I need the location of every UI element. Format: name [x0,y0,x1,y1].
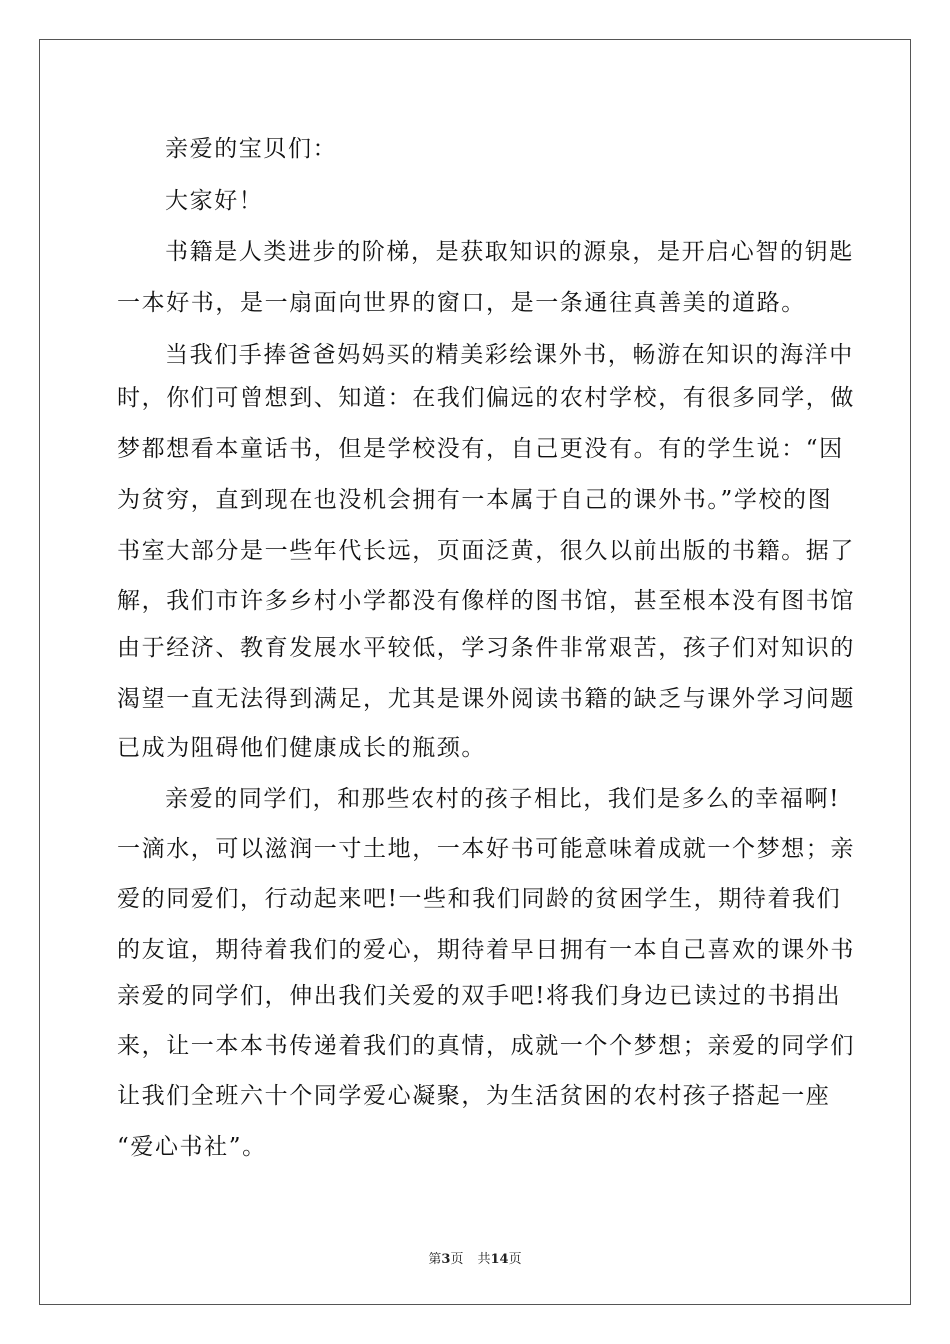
paragraph-line: 书籍是人类进步的阶梯，是获取知识的源泉，是开启心智的钥匙 [165,239,854,265]
paragraph-line: 已成为阻碍他们健康成长的瓶颈。 [117,735,486,761]
paragraph-line: 来，让一本本书传递着我们的真情，成就一个个梦想；亲爱的同学们 [117,1033,855,1059]
page-total-prefix: 共 [477,1252,491,1267]
paragraph-line: 爱的同爱们，行动起来吧!一些和我们同龄的贫困学生，期待着我们 [117,886,842,912]
paragraph-line: 当我们手捧爸爸妈妈买的精美彩绘课外书，畅游在知识的海洋中 [165,342,854,368]
paragraph-line: 亲爱的同学们，伸出我们关爱的双手吧!将我们身边已读过的书捐出 [117,983,842,1009]
page-border [39,39,911,1305]
paragraph-line: 让我们全班六十个同学爱心凝聚，为生活贫困的农村孩子搭起一座 [117,1083,831,1109]
page-number-current: 3 [441,1252,451,1267]
page-number-prefix: 第 [428,1252,442,1267]
page-number-suffix: 页 [450,1252,464,1267]
paragraph-line: 解，我们市许多乡村小学都没有像样的图书馆，甚至根本没有图书馆 [117,588,855,614]
salutation-line: 亲爱的宝贝们： [165,136,338,162]
paragraph-line: 由于经济、教育发展水平较低，学习条件非常艰苦，孩子们对知识的 [117,635,855,661]
paragraph-line: 梦都想看本童话书，但是学校没有，自己更没有。有的学生说：“因 [117,436,844,462]
paragraph-line: 时，你们可曾想到、知道：在我们偏远的农村学校，有很多同学，做 [117,385,855,411]
greeting-line: 大家好！ [165,188,264,214]
paragraph-line: 为贫穷，直到现在也没机会拥有一本属于自己的课外书。”学校的图 [117,487,833,513]
paragraph-line: 一本好书，是一扇面向世界的窗口，是一条通往真善美的道路。 [117,290,806,316]
page-total-count: 14 [490,1252,509,1267]
paragraph-line: 书室大部分是一些年代长远，页面泛黄，很久以前出版的书籍。据了 [117,538,855,564]
paragraph-line: 亲爱的同学们，和那些农村的孩子相比，我们是多么的幸福啊! [165,786,841,812]
page-footer [0,1248,950,1267]
paragraph-line: 一滴水，可以滋润一寸土地，一本好书可能意味着成就一个梦想；亲 [117,836,855,862]
page-total-suffix: 页 [508,1252,522,1267]
paragraph-line: 渴望一直无法得到满足，尤其是课外阅读书籍的缺乏与课外学习问题 [117,686,855,712]
paragraph-line: 的友谊，期待着我们的爱心，期待着早日拥有一本自己喜欢的课外书 [117,937,855,963]
paragraph-line: “爱心书社”。 [117,1134,267,1160]
